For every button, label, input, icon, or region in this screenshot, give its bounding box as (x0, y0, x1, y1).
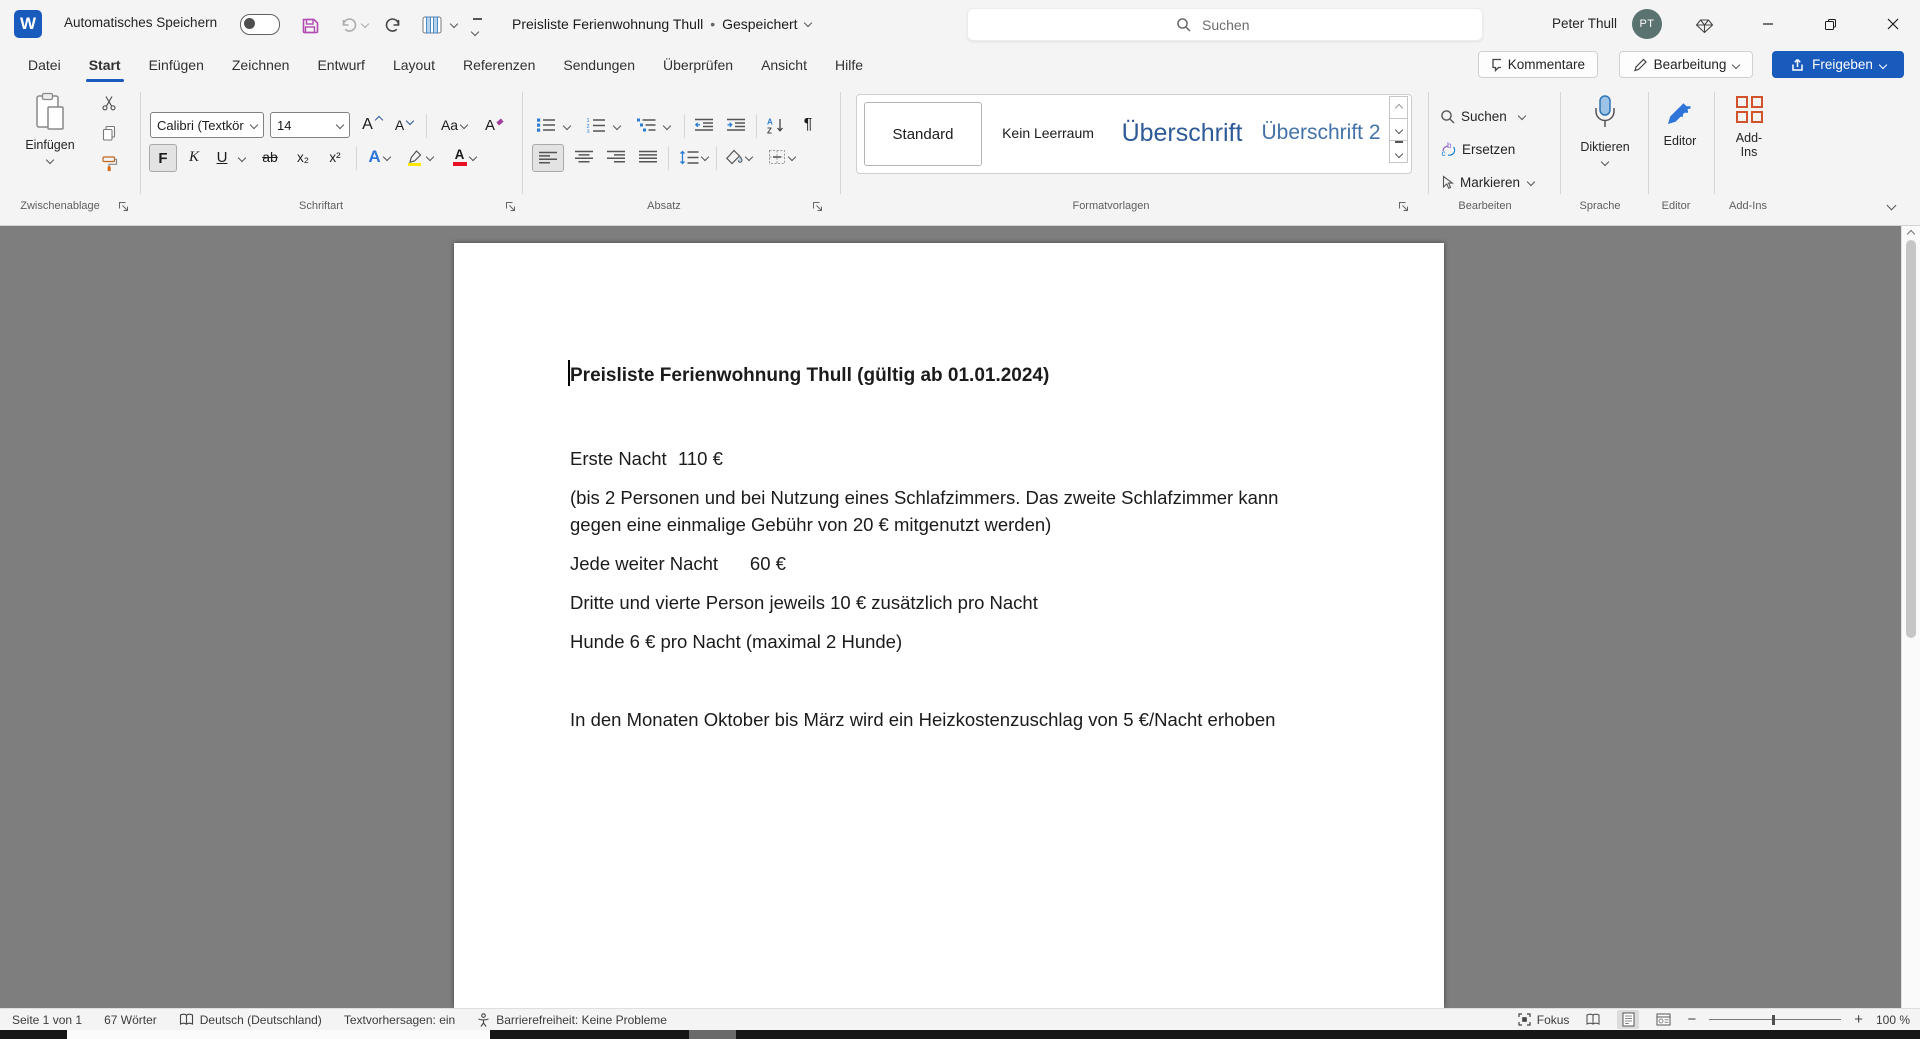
text-predictions[interactable]: Textvorhersagen: ein (343, 1012, 456, 1027)
tab-hilfe[interactable]: Hilfe (834, 57, 863, 73)
decrease-indent-icon (694, 118, 714, 132)
underline-button[interactable] (211, 144, 233, 170)
accessibility-label: Barrierefreiheit: Keine Probleme (496, 1012, 667, 1027)
share-icon (1790, 58, 1805, 72)
comment-icon (1491, 57, 1501, 72)
document-page[interactable] (454, 243, 1444, 1008)
editor-button[interactable] (1652, 98, 1708, 148)
font-color-swatch (453, 162, 467, 166)
read-mode-icon (1585, 1013, 1601, 1026)
autosave-toggle[interactable] (240, 14, 280, 35)
group-separator (140, 92, 141, 194)
tab-datei[interactable]: Datei (28, 57, 61, 73)
addins-button[interactable] (1720, 96, 1778, 159)
show-paragraph-marks-button[interactable] (796, 112, 820, 138)
group-separator (1428, 92, 1429, 194)
word-count[interactable]: 67 Wörter (104, 1012, 157, 1027)
highlight-button[interactable] (406, 144, 434, 170)
focus-icon (1518, 1013, 1531, 1026)
proofing-book-icon (179, 1013, 194, 1027)
document-title[interactable] (512, 0, 811, 48)
chevron-down-icon (1518, 112, 1526, 120)
addins-label: Add-Ins (1735, 131, 1763, 159)
multilevel-list-button[interactable] (632, 112, 660, 138)
tab-zeichnen[interactable]: Zeichnen (231, 57, 290, 73)
select-label: Markieren (1460, 174, 1521, 190)
search-box[interactable] (967, 8, 1483, 41)
restore-icon (1824, 18, 1837, 31)
paste-dropdown-chevron-icon[interactable] (46, 156, 54, 164)
clipboard-dialog-launcher[interactable] (118, 201, 132, 215)
page-indicator[interactable]: Seite 1 von 1 (12, 1012, 83, 1027)
customize-quickaccess-button[interactable] (472, 18, 482, 40)
chevron-down-icon (1527, 178, 1535, 186)
bold-button[interactable] (149, 144, 177, 172)
multilevel-list-icon (636, 117, 656, 133)
align-left-button[interactable] (532, 144, 564, 172)
chevron-down-icon (468, 153, 476, 161)
borders-button[interactable] (764, 144, 798, 170)
chevron-down-icon (744, 153, 752, 161)
chevron-down-icon (1732, 60, 1740, 68)
minimize-button[interactable] (1745, 0, 1791, 48)
group-label-paragraph: Absatz (647, 200, 681, 212)
editing-mode-label: Bearbeitung (1653, 57, 1727, 72)
editing-mode-button[interactable] (1619, 51, 1753, 78)
style-ueberschrift[interactable] (1116, 102, 1248, 164)
increase-indent-button[interactable] (722, 112, 750, 138)
font-family-value: Calibri (Textkör (157, 117, 244, 133)
shading-button[interactable] (722, 144, 754, 170)
chevron-down-icon (700, 153, 708, 161)
chevron-down-icon (426, 153, 434, 161)
shrink-font-button[interactable]: A (390, 112, 418, 138)
svg-text:3: 3 (586, 129, 590, 133)
chevron-down-icon (787, 153, 795, 161)
pen-icon (1633, 58, 1647, 72)
paragraph: In den Monaten Oktober bis März wird ein Heizkostenzuschlag von 5 €/Nacht erhoben (570, 709, 1276, 730)
strikethrough-button[interactable] (256, 144, 284, 170)
strikethrough-label: ab (262, 149, 278, 165)
share-label: Freigeben (1812, 57, 1873, 72)
redo-icon (385, 16, 403, 34)
group-separator (1560, 92, 1561, 194)
chevron-down-icon (1394, 150, 1402, 158)
dialog-launcher-icon (812, 201, 823, 212)
paragraph: Dritte und vierte Person jeweils 10 € zusätzlich pro Nacht (570, 592, 1038, 613)
style-ueberschrift-2[interactable] (1256, 102, 1386, 164)
italic-label: K (188, 148, 199, 165)
highlighter-icon (407, 149, 424, 166)
bullets-button[interactable] (532, 112, 560, 138)
paragraph: Erste Nacht 110 € (570, 448, 723, 469)
ribbon-tabs (14, 48, 877, 82)
comments-label: Kommentare (1507, 57, 1585, 72)
small-separator (356, 146, 357, 170)
tab-referenzen[interactable]: Referenzen (462, 57, 536, 73)
bullet-list-icon (536, 117, 556, 133)
undo-dropdown-chevron-icon[interactable] (361, 20, 369, 28)
print-layout-icon (1622, 1012, 1635, 1027)
svg-text:1: 1 (586, 118, 590, 124)
style-standard[interactable] (864, 102, 982, 166)
zoom-in-button[interactable]: + (1854, 1011, 1863, 1028)
chevron-down-icon (1879, 60, 1887, 68)
align-center-button[interactable] (570, 144, 598, 170)
style-kein-leerraum[interactable] (990, 102, 1106, 164)
accessibility-status[interactable] (477, 1013, 667, 1027)
editor-label: Editor (1663, 134, 1697, 148)
zoom-slider-track (1709, 1019, 1841, 1020)
zoom-level[interactable]: 100 % (1875, 1012, 1910, 1027)
decrease-indent-button[interactable] (690, 112, 718, 138)
group-separator (522, 92, 523, 194)
web-layout-icon (1656, 1013, 1671, 1026)
zoom-out-button[interactable]: − (1687, 1011, 1697, 1028)
search-icon (1440, 109, 1455, 124)
scrollbar-thumb[interactable] (1906, 240, 1916, 638)
paragraph-empty (570, 667, 1322, 694)
text-effects-label: A (368, 147, 381, 166)
tab-sendungen[interactable]: Sendungen (563, 57, 636, 73)
replace-icon (1440, 141, 1456, 157)
focus-mode-button[interactable] (1518, 1013, 1570, 1027)
web-layout-button[interactable] (1652, 1010, 1674, 1029)
tab-entwurf[interactable]: Entwurf (317, 57, 365, 73)
focus-label: Fokus (1536, 1012, 1570, 1027)
font-color-button[interactable] (450, 144, 478, 170)
small-separator (716, 146, 717, 170)
diamond-icon (1695, 18, 1714, 34)
redo-button[interactable] (382, 13, 406, 37)
font-family-combobox[interactable] (150, 112, 264, 138)
print-layout-button[interactable] (1617, 1010, 1639, 1029)
change-case-button[interactable] (434, 112, 474, 138)
tab-start[interactable]: Start (75, 48, 135, 82)
numbering-button[interactable] (582, 112, 610, 138)
close-button[interactable] (1870, 0, 1916, 48)
eraser-icon (496, 117, 505, 126)
caret-down-icon (406, 117, 414, 125)
share-button[interactable] (1772, 51, 1904, 78)
statusbar-left (12, 1013, 667, 1027)
borders-icon (768, 149, 786, 165)
group-label-styles: Formatvorlagen (1072, 200, 1150, 212)
undo-button[interactable] (336, 13, 360, 37)
italic-button[interactable] (183, 144, 205, 170)
read-mode-button[interactable] (1582, 1010, 1604, 1029)
justify-button[interactable] (634, 144, 662, 170)
styles-more-button[interactable] (1389, 140, 1408, 163)
group-label-voice: Sprache (1579, 200, 1621, 212)
paste-label: Einfügen (25, 138, 75, 152)
group-label-addins: Add-Ins (1729, 200, 1767, 212)
style-standard-label: Standard (892, 125, 954, 143)
microphone-icon (1592, 94, 1618, 136)
caret-up-icon (375, 116, 383, 124)
paragraph: Hunde 6 € pro Nacht (maximal 2 Hunde) (570, 631, 903, 652)
select-pointer-icon (1440, 175, 1454, 190)
restore-button[interactable] (1807, 0, 1853, 48)
word-logo-icon[interactable]: W (14, 10, 42, 38)
tab-ansicht[interactable]: Ansicht (761, 57, 807, 73)
avatar[interactable]: PT (1632, 9, 1662, 39)
replace-label: Ersetzen (1462, 141, 1516, 157)
dictate-button[interactable] (1572, 94, 1638, 165)
dialog-launcher-icon (1398, 201, 1409, 212)
group-label-clipboard: Zwischenablage (20, 200, 100, 212)
svg-text:c: c (1441, 149, 1446, 157)
select-button[interactable] (1440, 172, 1534, 192)
autosave-label: Automatisches Speichern (64, 15, 218, 30)
font-color-label: A (454, 147, 465, 163)
chevron-down-icon (460, 121, 468, 129)
dialog-launcher-icon (505, 201, 516, 212)
align-right-button[interactable] (602, 144, 630, 170)
justify-icon (638, 150, 658, 164)
close-icon (1887, 18, 1899, 30)
document-title-text: Preisliste Ferienwohnung Thull (512, 16, 704, 32)
search-input[interactable] (1200, 16, 1274, 34)
sort-button[interactable] (762, 112, 790, 138)
styles-scroll-down-button[interactable] (1389, 118, 1408, 141)
spellcheck-status[interactable] (179, 1013, 322, 1027)
scissors-icon (101, 95, 117, 111)
language-label: Deutsch (Deutschland) (199, 1012, 322, 1027)
ribbon (0, 82, 1920, 226)
font-size-value: 14 (277, 117, 292, 133)
table-dropdown-chevron-icon[interactable] (450, 20, 458, 28)
subscript-button[interactable] (290, 144, 316, 170)
dictate-dropdown-chevron-icon[interactable] (1601, 158, 1609, 166)
taskbar-segment (689, 1030, 736, 1039)
style-ueberschrift-2-label: Überschrift 2 (1261, 121, 1381, 144)
styles-dialog-launcher[interactable] (1398, 201, 1412, 215)
group-label-font: Schriftart (298, 200, 343, 212)
multilevel-dropdown-chevron-icon[interactable] (663, 122, 671, 130)
editor-pen-icon (1664, 98, 1696, 128)
dictate-label: Diktieren (1580, 140, 1630, 154)
premium-button[interactable] (1692, 14, 1716, 38)
bullets-dropdown-chevron-icon[interactable] (563, 122, 571, 130)
align-right-icon (606, 150, 626, 164)
group-separator (840, 92, 841, 194)
paragraph: Jede weiter Nacht 60 € (570, 553, 786, 574)
accessibility-icon (477, 1013, 490, 1027)
chevron-down-icon (382, 153, 390, 161)
group-separator (1714, 92, 1715, 194)
vertical-scrollbar[interactable] (1901, 226, 1920, 1008)
group-label-editing: Bearbeiten (1458, 200, 1512, 212)
document-heading: Preisliste Ferienwohnung Thull (gültig ab 01.01.2024) (570, 365, 1050, 386)
format-painter-button[interactable] (96, 150, 122, 176)
toggle-knob-icon (244, 18, 255, 29)
small-separator (684, 114, 685, 138)
clear-formatting-button[interactable]: A (480, 112, 510, 138)
style-ueberschrift-label: Überschrift (1121, 118, 1243, 147)
pilcrow-label: ¶ (803, 116, 813, 133)
tab-ueberpruefen[interactable]: Überprüfen (663, 57, 734, 73)
increase-indent-icon (726, 118, 746, 132)
save-button[interactable] (298, 13, 322, 37)
subscript-label: x₂ (297, 149, 309, 165)
chevron-down-icon (250, 121, 258, 129)
numbering-dropdown-chevron-icon[interactable] (613, 122, 621, 130)
style-kein-leerraum-label: Kein Leerraum (1002, 125, 1094, 141)
align-left-icon (538, 151, 558, 165)
ribbon-tab-row (0, 48, 1920, 82)
table-borders-icon (422, 16, 442, 34)
text-effects-button[interactable] (364, 144, 394, 170)
svg-text:b: b (1447, 141, 1452, 150)
undo-icon (339, 16, 357, 34)
styles-scroll-up-button[interactable] (1389, 96, 1408, 119)
font-size-combobox[interactable] (270, 112, 350, 138)
grow-font-button[interactable]: A (358, 112, 386, 138)
page-content (570, 362, 1322, 745)
chevron-down-icon (336, 121, 344, 129)
paragraph: (bis 2 Personen und bei Nutzung eines Schlafzimmers. Das zweite Schlafzimmer kann gegen eine einmalige Gebühr von 20 € mitgenutzt werden) (570, 487, 1284, 535)
title-separator: • (710, 16, 716, 32)
chevron-down-icon (803, 19, 811, 27)
document-save-status: Gespeichert (722, 16, 798, 32)
svg-text:2: 2 (586, 124, 590, 130)
paste-clipboard-icon (35, 92, 65, 132)
search-icon (1176, 17, 1191, 32)
chevron-up-icon (1394, 103, 1402, 111)
small-separator (426, 114, 427, 138)
tab-einfuegen[interactable]: Einfügen (148, 57, 204, 73)
align-center-icon (574, 150, 594, 164)
change-case-label: Aa (440, 117, 459, 133)
svg-text:Z: Z (766, 126, 772, 134)
dialog-launcher-icon (118, 201, 129, 212)
find-label: Suchen (1461, 108, 1507, 124)
group-separator (1648, 92, 1649, 194)
statusbar-right (1518, 1010, 1910, 1029)
comments-button[interactable] (1478, 51, 1598, 78)
document-canvas (0, 226, 1920, 1008)
scroll-up-arrow-icon[interactable] (1907, 230, 1915, 238)
zoom-slider-thumb[interactable] (1772, 1015, 1775, 1025)
sort-az-icon (767, 117, 786, 134)
line-spacing-icon (679, 150, 699, 165)
chevron-down-icon (1394, 125, 1402, 133)
paste-button[interactable] (18, 92, 82, 163)
addins-grid-icon (1736, 96, 1763, 123)
chevron-down-icon (471, 28, 479, 36)
group-label-editor: Editor (1661, 200, 1691, 212)
bold-label: F (158, 149, 168, 167)
small-separator (756, 114, 757, 138)
format-painter-icon (101, 155, 118, 172)
font-dialog-launcher[interactable] (505, 201, 519, 215)
paragraph-dialog-launcher[interactable] (812, 201, 826, 215)
small-separator (668, 146, 669, 170)
table-borders-quickaccess-button[interactable] (420, 13, 444, 37)
taskbar-window-segment (67, 1030, 490, 1039)
overline-icon (1395, 141, 1403, 143)
copy-button[interactable] (96, 120, 122, 146)
user-name[interactable]: Peter Thull (1552, 16, 1618, 31)
titlebar (0, 0, 1920, 48)
cut-button[interactable] (96, 90, 122, 116)
zoom-slider[interactable] (1709, 1013, 1841, 1027)
taskbar-sliver (0, 1030, 1920, 1039)
underline-dropdown-chevron-icon[interactable] (238, 154, 246, 162)
superscript-button[interactable] (322, 144, 348, 170)
copy-icon (101, 125, 117, 141)
minimize-icon (1762, 18, 1774, 30)
replace-button[interactable] (1440, 139, 1515, 159)
line-spacing-button[interactable] (676, 144, 710, 170)
find-button[interactable] (1440, 106, 1525, 126)
paint-bucket-icon (725, 149, 743, 165)
collapse-ribbon-chevron-icon[interactable] (1887, 201, 1897, 211)
statusbar (0, 1008, 1920, 1030)
tab-layout[interactable]: Layout (392, 57, 435, 73)
save-icon (301, 16, 320, 35)
underline-label: U (216, 148, 228, 166)
superscript-label: x² (329, 149, 341, 165)
svg-text:A: A (766, 117, 773, 126)
numbered-list-icon (586, 117, 606, 133)
overline-icon (473, 18, 482, 20)
